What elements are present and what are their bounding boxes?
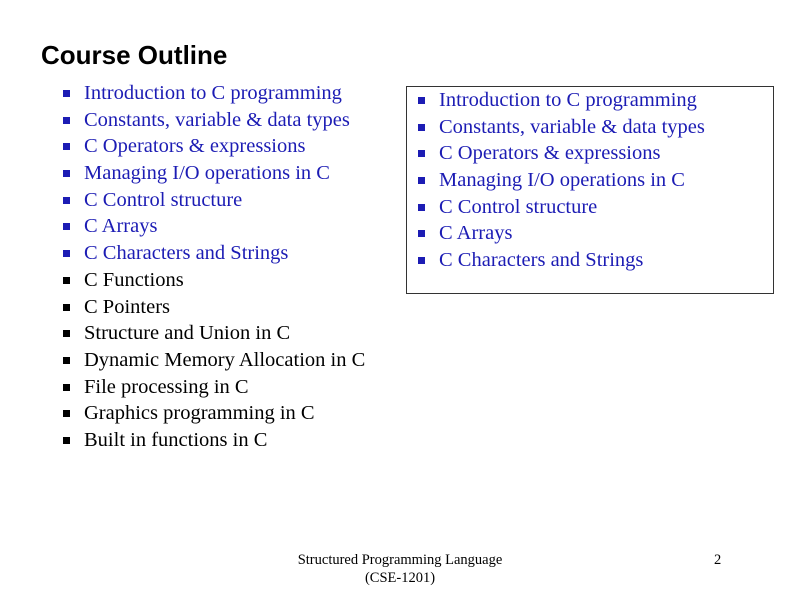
list-item-label: Introduction to C programming [84, 82, 342, 104]
list-item [63, 400, 365, 427]
list-item [63, 320, 365, 347]
list-item-label: C Characters and Strings [84, 242, 289, 265]
list-item-label: Introduction to C programming [439, 89, 697, 111]
list-item [418, 194, 705, 221]
list-item-label: C Arrays [84, 215, 158, 238]
list-item [63, 347, 365, 374]
list-item [63, 160, 365, 187]
square-bullet-icon [63, 117, 70, 124]
square-bullet-icon [63, 277, 70, 284]
list-item-label: Structure and Union in C [84, 322, 291, 345]
square-bullet-icon [63, 357, 70, 364]
square-bullet-icon [418, 230, 425, 237]
square-bullet-icon [63, 410, 70, 417]
square-bullet-icon [63, 330, 70, 337]
list-item-label: Dynamic Memory Allocation in C [84, 348, 366, 371]
square-bullet-icon [63, 197, 70, 204]
list-item-label: C Control structure [439, 195, 598, 218]
square-bullet-icon [418, 150, 425, 157]
square-bullet-icon [418, 177, 425, 184]
list-item [63, 374, 365, 401]
square-bullet-icon [63, 437, 70, 444]
list-item-label: C Functions [84, 268, 184, 291]
slide-footer [250, 551, 550, 587]
list-item-label: Managing I/O operations in C [439, 169, 685, 192]
list-item [418, 87, 705, 114]
list-item [418, 247, 705, 274]
slide-title: Course Outline [41, 40, 228, 70]
square-bullet-icon [418, 257, 425, 264]
list-item-label: Built in functions in C [84, 428, 268, 451]
list-item-label: C Pointers [84, 295, 170, 318]
square-bullet-icon [418, 124, 425, 131]
list-item [418, 140, 705, 167]
list-item [63, 240, 365, 267]
list-item [63, 267, 365, 294]
list-item-label: File processing in C [84, 375, 249, 398]
square-bullet-icon [63, 170, 70, 177]
list-item [63, 187, 365, 214]
list-item-label: C Control structure [84, 188, 243, 211]
square-bullet-icon [63, 90, 70, 97]
list-item-label: Managing I/O operations in C [84, 162, 330, 185]
list-item [63, 107, 365, 134]
list-item-label: Constants, variable & data types [84, 108, 350, 131]
course-topic-list [63, 80, 365, 454]
list-item-label: Constants, variable & data types [439, 115, 705, 138]
list-item-label: C Operators & expressions [84, 135, 306, 158]
list-item-label: C Characters and Strings [439, 249, 644, 272]
square-bullet-icon [63, 223, 70, 230]
completed-topics-box [406, 86, 774, 294]
square-bullet-icon [63, 143, 70, 150]
list-item [63, 133, 365, 160]
list-item [63, 80, 365, 107]
list-item-label: C Operators & expressions [439, 142, 661, 165]
square-bullet-icon [63, 250, 70, 257]
page-number: 2 [714, 552, 722, 568]
list-item [63, 427, 365, 454]
square-bullet-icon [63, 304, 70, 311]
boxed-topic-list [418, 87, 705, 274]
list-item [418, 220, 705, 247]
square-bullet-icon [418, 97, 425, 104]
list-item [63, 213, 365, 240]
list-item [418, 114, 705, 141]
list-item [418, 167, 705, 194]
footer-course-name: Structured Programming Language [297, 552, 503, 568]
list-item-label: C Arrays [439, 222, 513, 245]
list-item-label: Graphics programming in C [84, 402, 315, 425]
footer-course-code: (CSE-1201) [364, 570, 436, 586]
square-bullet-icon [418, 204, 425, 211]
list-item [63, 294, 365, 321]
square-bullet-icon [63, 384, 70, 391]
